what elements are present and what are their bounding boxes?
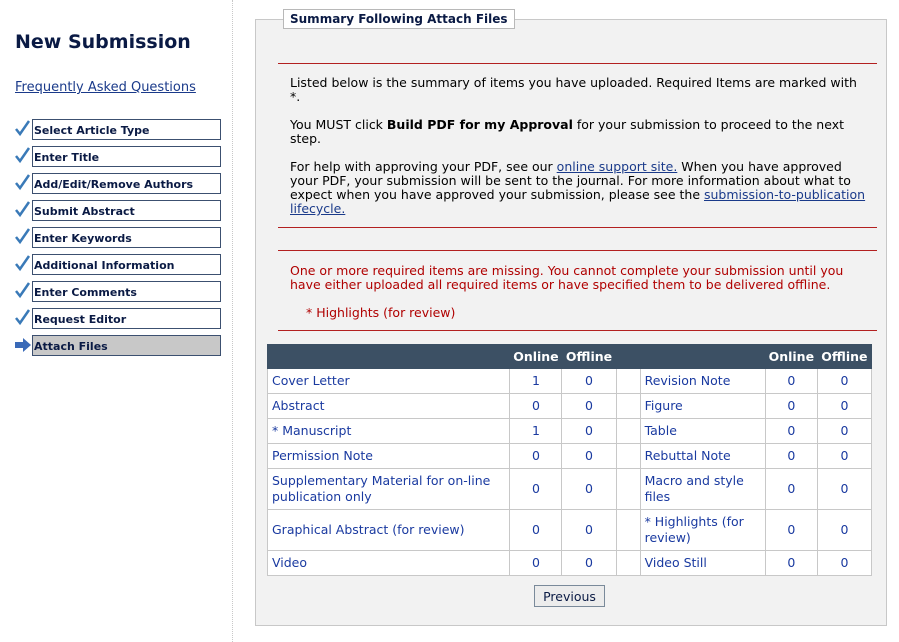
step-enter-keywords[interactable]	[14, 227, 224, 254]
online-count: 1	[510, 419, 562, 444]
divider	[278, 63, 877, 64]
checkmark-icon	[14, 308, 32, 328]
item-name: Abstract	[268, 394, 510, 419]
table-row	[268, 469, 872, 510]
online-count: 0	[765, 469, 817, 510]
table-header-row	[268, 345, 872, 369]
online-count: 1	[510, 369, 562, 394]
col-online: Online	[510, 345, 562, 369]
step-label[interactable]: Submit Abstract	[32, 200, 221, 221]
must-post: for your submission to proceed to the next step.	[290, 117, 844, 146]
online-count: 0	[510, 444, 562, 469]
table-row	[268, 419, 872, 444]
step-attach-files[interactable]	[14, 335, 224, 362]
checkmark-icon	[14, 227, 32, 247]
divider	[278, 227, 877, 228]
offline-count: 0	[817, 394, 871, 419]
offline-count: 0	[817, 444, 871, 469]
step-label[interactable]: Enter Title	[32, 146, 221, 167]
offline-count: 0	[817, 469, 871, 510]
item-name: Supplementary Material for on-line publication only	[268, 469, 510, 510]
previous-button[interactable]: Previous	[534, 585, 605, 607]
offline-count: 0	[817, 510, 871, 551]
must-click-text	[290, 118, 870, 146]
item-name: Video Still	[640, 551, 765, 576]
col-spacer	[616, 345, 640, 369]
online-count: 0	[765, 551, 817, 576]
offline-count: 0	[562, 469, 616, 510]
online-count: 0	[765, 369, 817, 394]
page-title: New Submission	[15, 31, 191, 53]
offline-count: 0	[817, 369, 871, 394]
step-label[interactable]: Attach Files	[32, 335, 221, 356]
col-item	[268, 345, 510, 369]
online-count: 0	[510, 394, 562, 419]
build-pdf-label: Build PDF for my Approval	[386, 117, 573, 132]
step-enter-title[interactable]	[14, 146, 224, 173]
spacer-cell	[616, 394, 640, 419]
help-pre: For help with approving your PDF, see our	[290, 159, 557, 174]
table-row	[268, 551, 872, 576]
divider	[278, 250, 877, 251]
online-count: 0	[510, 551, 562, 576]
checkmark-icon	[14, 200, 32, 220]
online-count: 0	[765, 444, 817, 469]
step-label[interactable]: Add/Edit/Remove Authors	[32, 173, 221, 194]
support-site-link[interactable]: online support site.	[556, 159, 678, 174]
item-name: Rebuttal Note	[640, 444, 765, 469]
item-name: Table	[640, 419, 765, 444]
checkmark-icon	[14, 281, 32, 301]
spacer-cell	[616, 419, 640, 444]
step-list	[14, 119, 224, 362]
online-count: 0	[510, 510, 562, 551]
item-name: Macro and style files	[640, 469, 765, 510]
online-count: 0	[765, 419, 817, 444]
must-pre: You MUST click	[290, 117, 387, 132]
checkmark-icon	[14, 146, 32, 166]
offline-count: 0	[562, 510, 616, 551]
col-online: Online	[765, 345, 817, 369]
divider	[278, 330, 877, 331]
checkmark-icon	[14, 173, 32, 193]
missing-items-warning: One or more required items are missing. You cannot complete your submission until you have either uploaded all required items or have specified them to be delivered offline.	[290, 263, 844, 292]
offline-count: 0	[562, 444, 616, 469]
item-name: Graphical Abstract (for review)	[268, 510, 510, 551]
table-row	[268, 394, 872, 419]
col-item	[640, 345, 765, 369]
offline-count: 0	[817, 419, 871, 444]
step-add-edit-remove-authors[interactable]	[14, 173, 224, 200]
item-name: Revision Note	[640, 369, 765, 394]
help-text	[290, 160, 870, 216]
step-additional-information[interactable]	[14, 254, 224, 281]
offline-count: 0	[562, 419, 616, 444]
spacer-cell	[616, 469, 640, 510]
item-name: Figure	[640, 394, 765, 419]
faq-link[interactable]: Frequently Asked Questions	[15, 80, 196, 95]
step-submit-abstract[interactable]	[14, 200, 224, 227]
offline-count: 0	[562, 394, 616, 419]
offline-count: 0	[817, 551, 871, 576]
step-label[interactable]: Select Article Type	[32, 119, 221, 140]
arrow-right-icon	[14, 335, 32, 355]
item-name: Permission Note	[268, 444, 510, 469]
help-mid: When you have approved your PDF, your submission will be sent to the journal. For more information about what to expect when you have approved your submission, please see the	[290, 159, 851, 202]
item-name: Video	[268, 551, 510, 576]
online-count: 0	[765, 394, 817, 419]
step-label[interactable]: Additional Information	[32, 254, 221, 275]
table-row	[268, 510, 872, 551]
online-count: 0	[510, 469, 562, 510]
intro-text: Listed below is the summary of items you have uploaded. Required Items are marked with *.	[290, 75, 857, 104]
sidebar	[0, 0, 233, 642]
missing-item: * Highlights (for review)	[306, 305, 456, 320]
panel-legend: Summary Following Attach Files	[283, 9, 515, 29]
online-count: 0	[765, 510, 817, 551]
offline-count: 0	[562, 551, 616, 576]
item-name: * Manuscript	[268, 419, 510, 444]
step-label[interactable]: Request Editor	[32, 308, 221, 329]
spacer-cell	[616, 551, 640, 576]
item-name: * Highlights (for review)	[640, 510, 765, 551]
spacer-cell	[616, 510, 640, 551]
spacer-cell	[616, 444, 640, 469]
step-label[interactable]: Enter Keywords	[32, 227, 221, 248]
step-enter-comments[interactable]	[14, 281, 224, 308]
step-select-article-type[interactable]	[14, 119, 224, 146]
item-name: Cover Letter	[268, 369, 510, 394]
offline-count: 0	[562, 369, 616, 394]
step-label[interactable]: Enter Comments	[32, 281, 221, 302]
table-row	[268, 369, 872, 394]
checkmark-icon	[14, 119, 32, 139]
step-request-editor[interactable]	[14, 308, 224, 335]
col-offline: Offline	[562, 345, 616, 369]
checkmark-icon	[14, 254, 32, 274]
col-offline: Offline	[817, 345, 871, 369]
lifecycle-link[interactable]: submission-to-publication lifecycle.	[290, 187, 866, 216]
files-table	[267, 344, 872, 576]
spacer-cell	[616, 369, 640, 394]
table-row	[268, 444, 872, 469]
